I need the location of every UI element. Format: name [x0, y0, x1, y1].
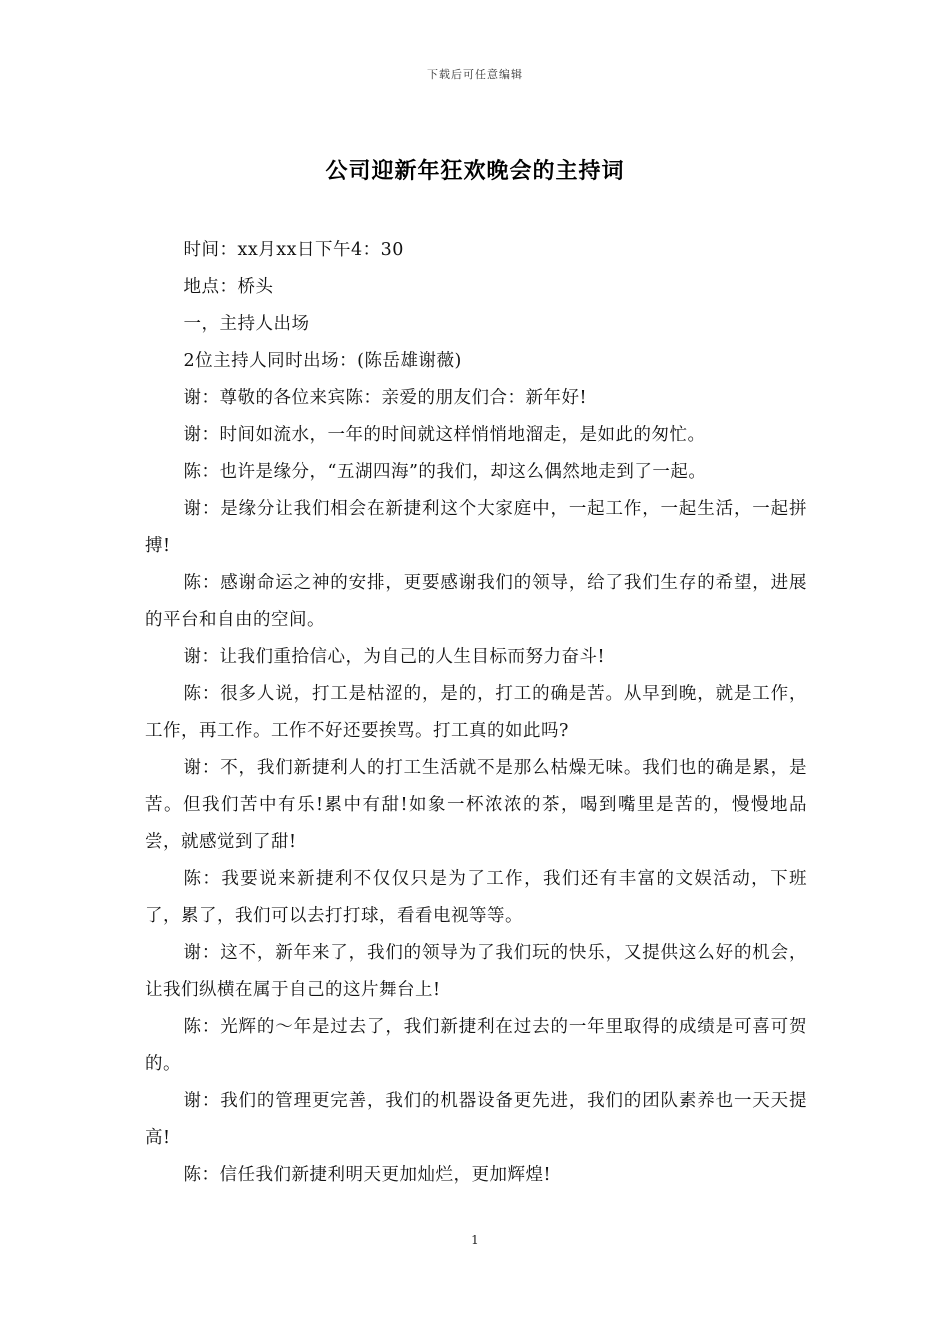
document-body	[145, 232, 807, 1194]
dialogue-line: 谢：这不，新年来了，我们的领导为了我们玩的快乐，又提供这么好的机会，让我们纵横在属于自己的这片舞台上!	[145, 943, 807, 1000]
dialogue-line: 陈：也许是缘分，“五湖四海”的我们，却这么偶然地走到了一起。	[183, 462, 707, 482]
paragraph-location: 地点：桥头	[183, 277, 274, 297]
dialogue-line: 谢：不，我们新捷利人的打工生活就不是那么枯燥无味。我们也的确是累，是苦。但我们苦中有乐!累中有甜!如象一杯浓浓的茶，喝到嘴里是苦的，慢慢地品尝，就感觉到了甜!	[145, 758, 807, 852]
dialogue-line: 谢：尊敬的各位来宾陈：亲爱的朋友们合：新年好!	[183, 388, 588, 408]
paragraph-time: 时间：xx月xx日下午4：30	[183, 240, 404, 260]
dialogue-line: 谢：让我们重拾信心，为自己的人生目标而努力奋斗!	[183, 647, 606, 667]
page-number: 1	[471, 1233, 479, 1247]
dialogue-line: 陈：光辉的～年是过去了，我们新捷利在过去的一年里取得的成绩是可喜可贺的。	[145, 1017, 807, 1074]
dialogue-line: 谢：是缘分让我们相会在新捷利这个大家庭中，一起工作，一起生活，一起拼搏!	[145, 499, 807, 556]
dialogue-line: 谢：我们的管理更完善，我们的机器设备更先进，我们的团队素养也一天天提高!	[145, 1091, 807, 1148]
dialogue-line: 谢：时间如流水，一年的时间就这样悄悄地溜走，是如此的匆忙。	[183, 425, 706, 445]
dialogue-line: 陈：信任我们新捷利明天更加灿烂，更加辉煌!	[183, 1165, 552, 1185]
header-note: 下载后可任意编辑	[427, 68, 523, 81]
document-title: 公司迎新年狂欢晚会的主持词	[325, 158, 625, 184]
paragraph-hosts: 2位主持人同时出场：(陈岳雄谢薇)	[183, 351, 462, 371]
dialogue-line: 陈：我要说来新捷利不仅仅只是为了工作，我们还有丰富的文娱活动，下班了，累了，我们可以去打打球，看看电视等等。	[145, 869, 807, 926]
paragraph-section-heading: 一，主持人出场	[183, 314, 310, 334]
dialogue-line: 陈：感谢命运之神的安排，更要感谢我们的领导，给了我们生存的希望，进展的平台和自由的空间。	[145, 573, 807, 630]
dialogue-line: 陈：很多人说，打工是枯涩的，是的，打工的确是苦。从早到晚，就是工作，工作，再工作。工作不好还要挨骂。打工真的如此吗?	[145, 684, 807, 741]
